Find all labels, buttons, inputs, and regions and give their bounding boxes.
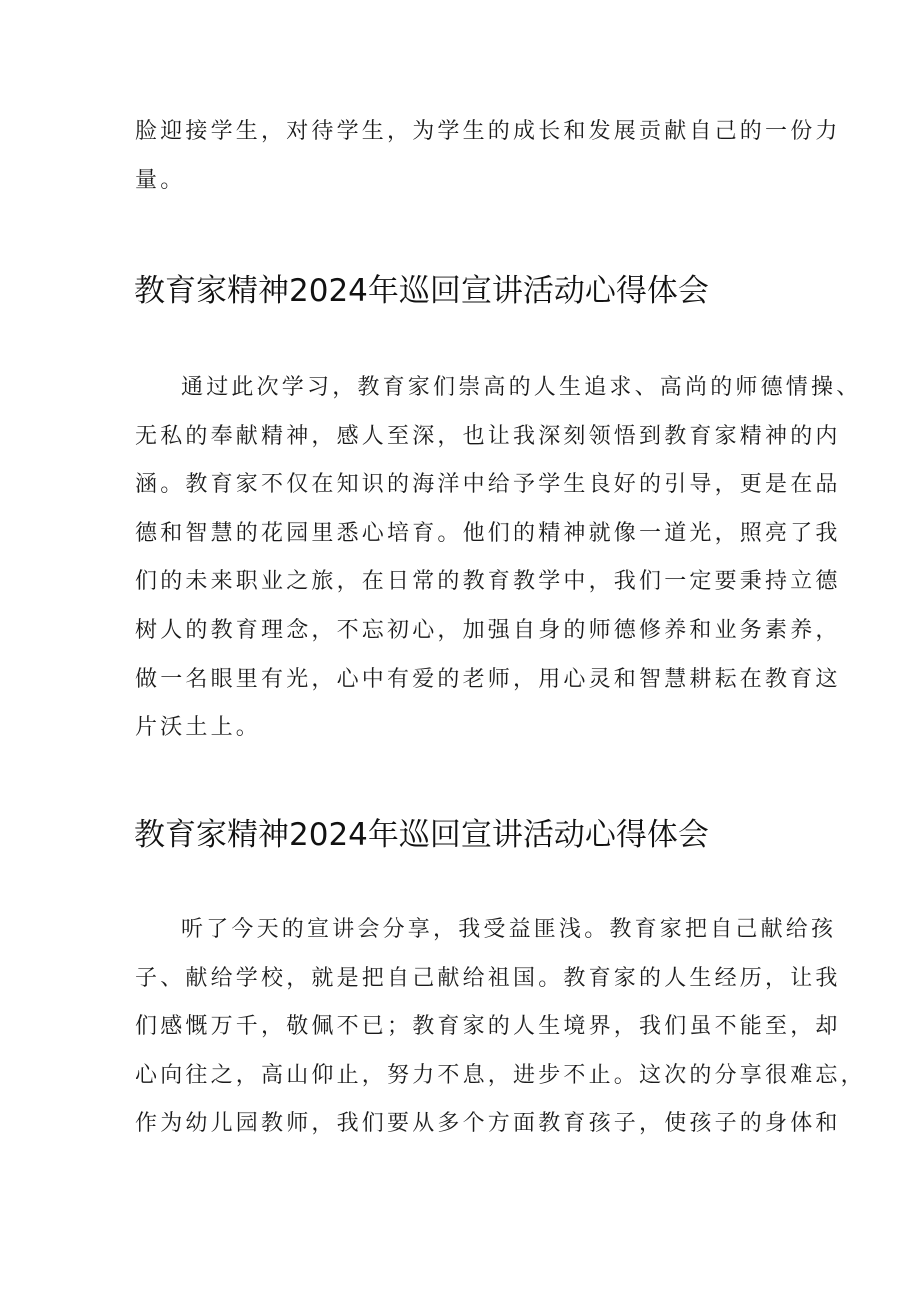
paragraph-line: 无私的奉献精神，感人至深，也让我深刻领悟到教育家精神的内 (135, 423, 841, 449)
paragraph-line: 听了今天的宣讲会分享，我受益匪浅。教育家把自己献给孩 (181, 917, 837, 942)
paragraph-line: 涵。教育家不仅在知识的海洋中给予学生良好的引导，更是在品 (135, 472, 841, 498)
paragraph-line: 做一名眼里有光，心中有爱的老师，用心灵和智慧耕耘在教育这 (135, 666, 841, 692)
paragraph-line: 树人的教育理念，不忘初心，加强自身的师德修养和业务素养， (135, 617, 841, 643)
paragraph-line: 德和智慧的花园里悉心培育。他们的精神就像一道光，照亮了我 (135, 520, 841, 546)
paragraph-line: 们感慨万千，敬佩不已；教育家的人生境界，我们虽不能至，却 (135, 1014, 841, 1040)
section-2-paragraph (135, 906, 866, 1149)
paragraph-line: 作为幼儿园教师，我们要从多个方面教育孩子，使孩子的身体和 (135, 1111, 841, 1137)
continuation-paragraph (135, 108, 841, 205)
paragraph-line: 量。 (135, 167, 186, 193)
paragraph-line: 通过此次学习，教育家们崇高的人生追求、高尚的师德情操、 (181, 375, 862, 400)
paragraph-line: 片沃土上。 (135, 715, 262, 741)
section-heading-1: 教育家精神2024年巡回宣讲活动心得体会 (134, 273, 709, 309)
section-1-paragraph (135, 364, 862, 753)
paragraph-line: 心向往之，高山仰止，努力不息，进步不止。这次的分享很难忘， (135, 1062, 866, 1088)
paragraph-line: 子、献给学校，就是把自己献给祖国。教育家的人生经历，让我 (135, 965, 841, 991)
paragraph-line: 脸迎接学生，对待学生，为学生的成长和发展贡献自己的一份力 (135, 119, 841, 144)
section-heading-2: 教育家精神2024年巡回宣讲活动心得体会 (134, 817, 709, 853)
paragraph-line: 们的未来职业之旅，在日常的教育教学中，我们一定要秉持立德 (135, 569, 841, 595)
